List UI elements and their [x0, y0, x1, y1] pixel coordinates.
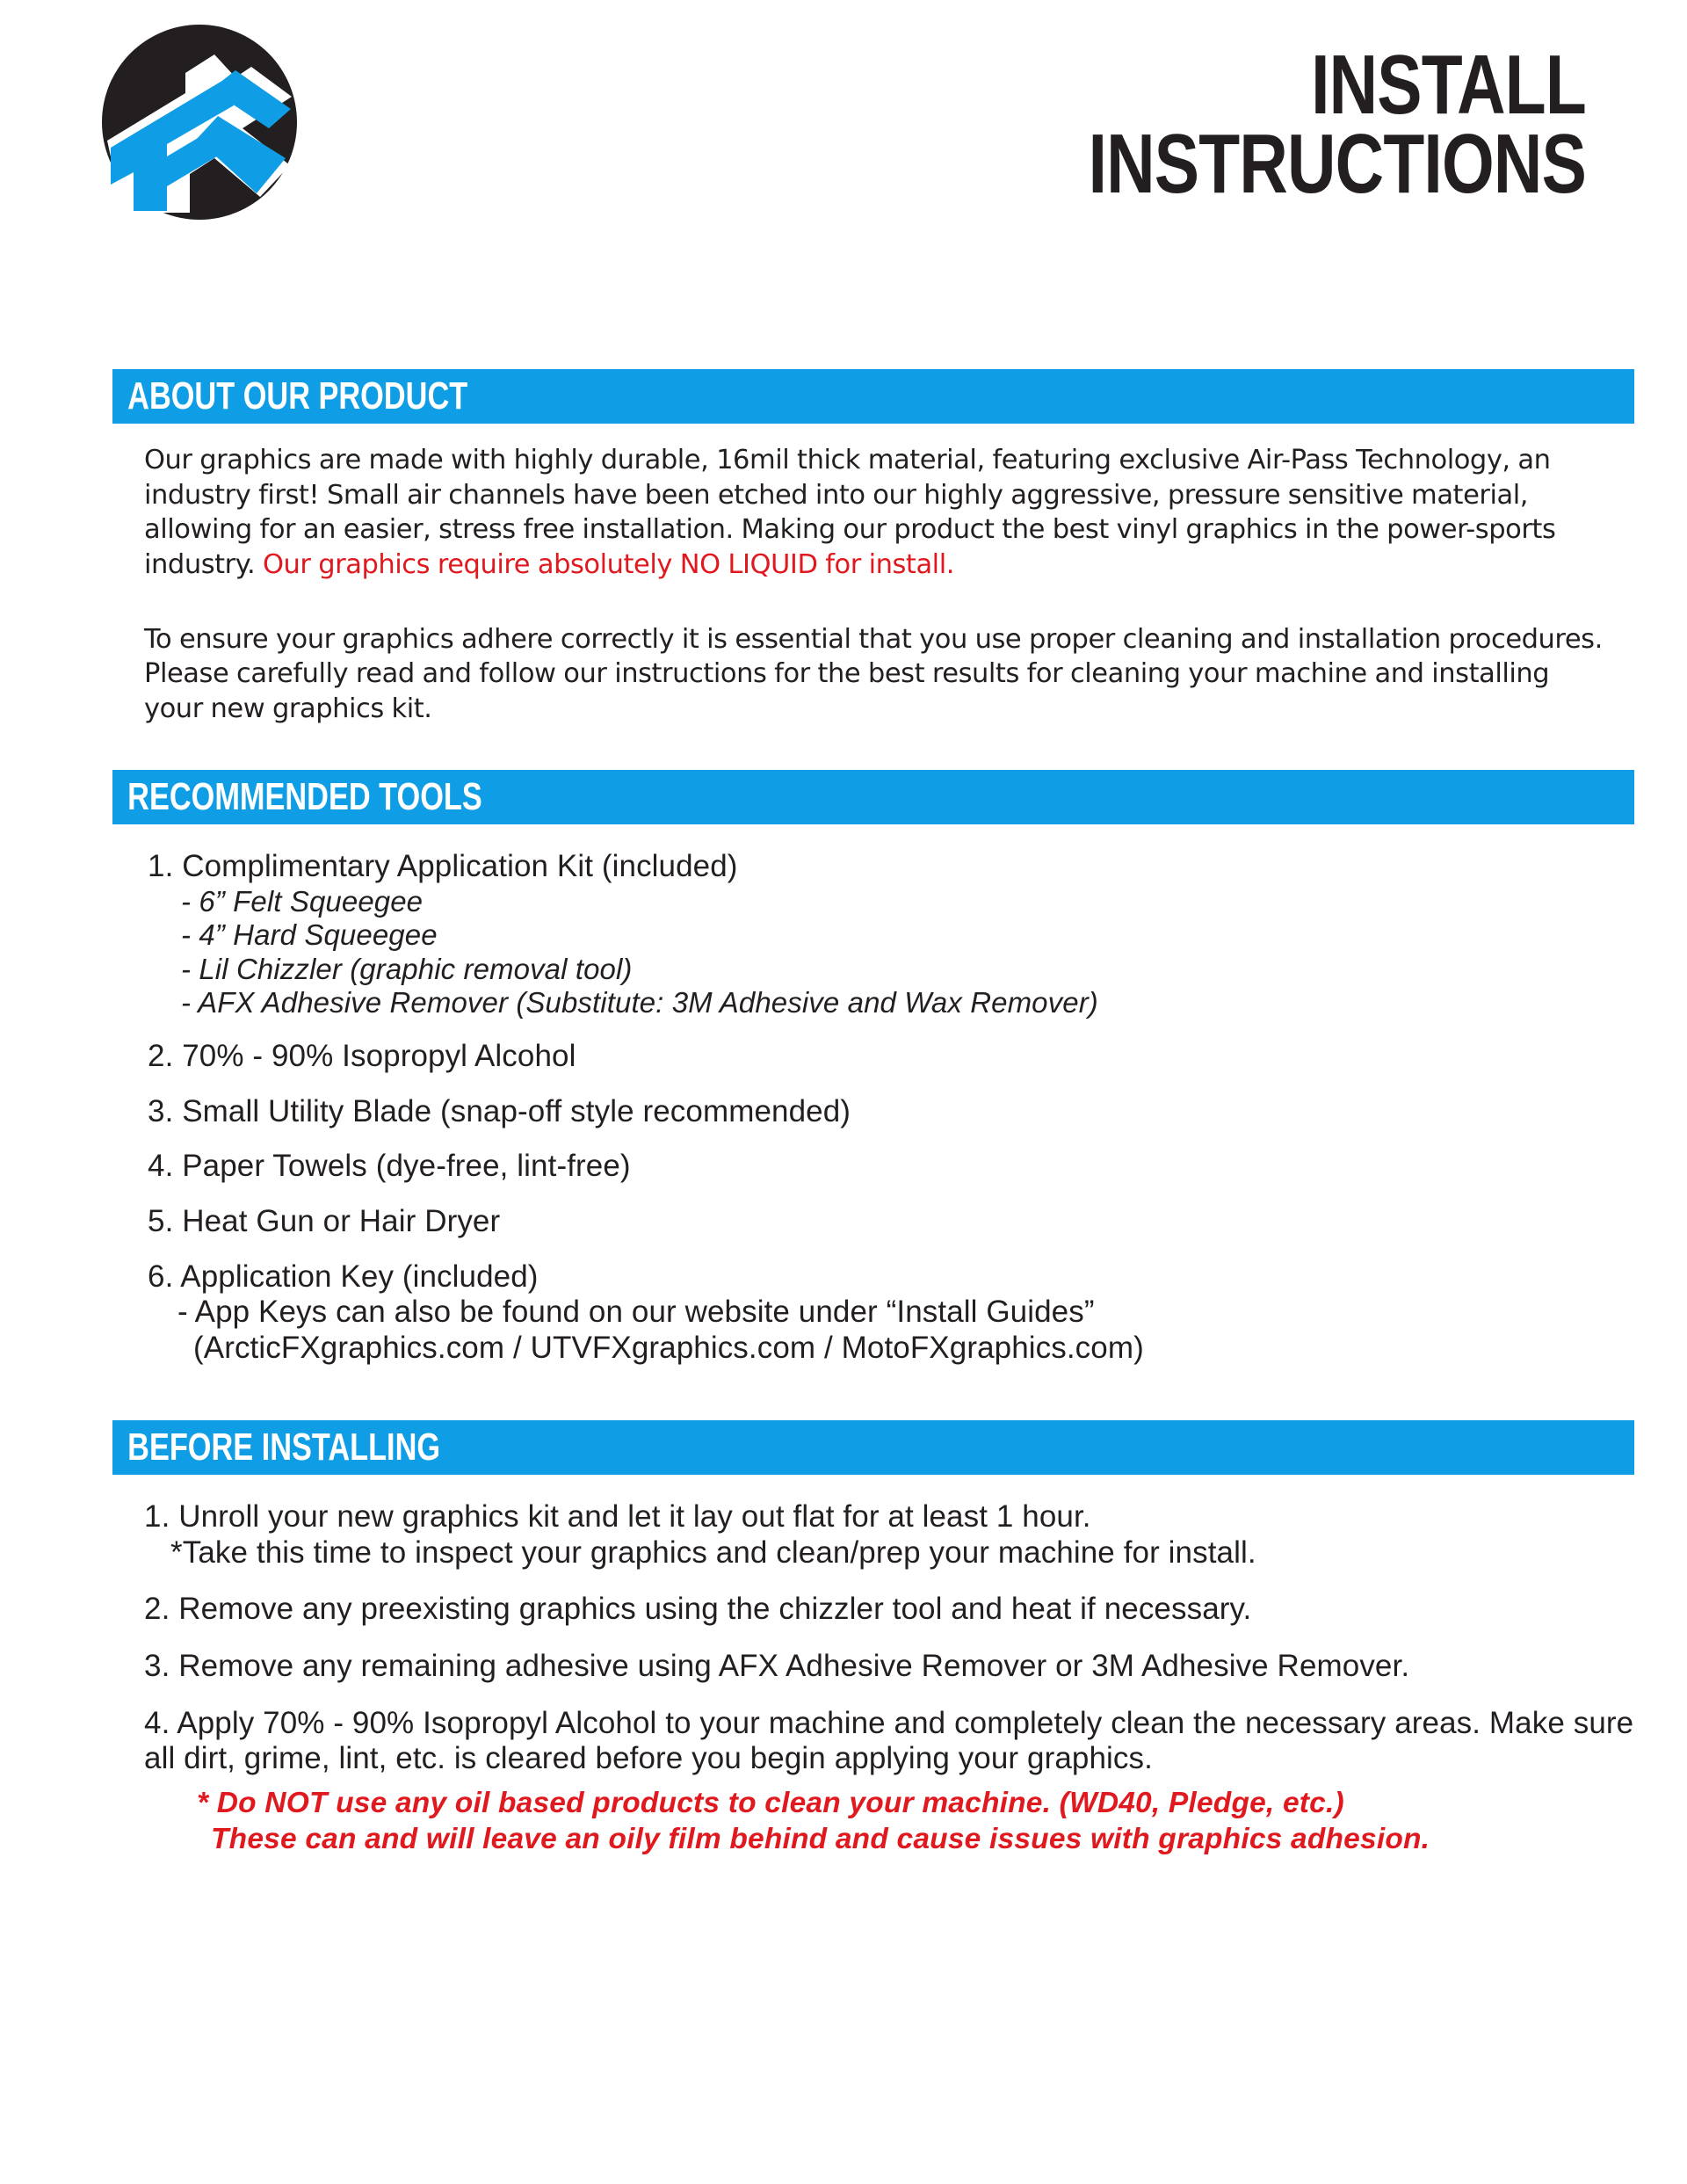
list-item: (ArcticFXgraphics.com / UTVFXgraphics.com / MotoFXgraphics.com)	[193, 1330, 1144, 1365]
section-recommended-tools	[0, 770, 1687, 1366]
list-item: 3. Small Utility Blade (snap-off style recommended)	[148, 1093, 851, 1128]
section-heading-tools: RECOMMENDED TOOLS	[127, 775, 482, 819]
about-paragraph-1-black: Our graphics are made with highly durable, 16mil thick material, featuring exclusive Air-Pass Technology, an industry first! Small air channels have been etched into our highly aggressive, pressure sensitive material, allowing for an easier, stress free installation. Making our product the best vinyl graphics in the power-sports industry.	[144, 445, 1556, 580]
about-body	[144, 443, 1604, 726]
list-item: - 6” Felt Squeegee	[181, 885, 424, 918]
list-item: 2. Remove any preexisting graphics using the chizzler tool and heat if necessary.	[144, 1592, 1252, 1627]
list-item: 1. Complimentary Application Kit (included)	[148, 849, 738, 884]
warning-line-1: * Do NOT use any oil based products to clean your machine. (WD40, Pledge, etc.)	[197, 1786, 1344, 1819]
list-item: - Lil Chizzler (graphic removal tool)	[181, 952, 633, 985]
list-item: - 4” Hard Squeegee	[181, 918, 438, 952]
section-before-installing	[0, 1420, 1687, 1857]
page-header	[0, 0, 1687, 369]
list-item: 4. Apply 70% - 90% Isopropyl Alcohol to your machine and completely clean the necessary areas. Make sure all dirt, grime, lint, etc. is cleared before you begin applying your graphics.	[144, 1705, 1643, 1776]
page-title	[964, 38, 1586, 212]
list-item-note: *Take this time to inspect your graphics and clean/prep your machine for install.	[170, 1535, 1256, 1570]
about-paragraph-1	[144, 443, 1604, 583]
section-about-our-product	[0, 369, 1687, 726]
section-header-bar-about	[112, 369, 1634, 424]
page-title-line-1: INSTALL	[1311, 38, 1586, 132]
list-item: 3. Remove any remaining adhesive using AFX Adhesive Remover or 3M Adhesive Remover.	[144, 1649, 1410, 1684]
list-item: 4. Paper Towels (dye-free, lint-free)	[148, 1149, 631, 1184]
list-item: - AFX Adhesive Remover (Substitute: 3M Adhesive and Wax Remover)	[181, 985, 1098, 1019]
section-header-bar-before	[112, 1420, 1634, 1475]
list-item: 6. Application Key (included)	[148, 1259, 539, 1294]
list-item: 1. Unroll your new graphics kit and let it lay out flat for at least 1 hour.	[144, 1499, 1091, 1535]
about-paragraph-2: To ensure your graphics adhere correctly it is essential that you use proper cleaning and installation procedures. Please carefully read and follow our instructions for the best results for cleaning your machine and installing your new graphics kit.	[144, 623, 1603, 724]
about-paragraph-1-red: Our graphics require absolutely NO LIQUID for install.	[262, 548, 954, 580]
before-installing-list	[144, 1499, 1643, 1857]
section-heading-before: BEFORE INSTALLING	[127, 1426, 441, 1469]
list-item: 2. 70% - 90% Isopropyl Alcohol	[148, 1039, 576, 1074]
afx-fx-logo	[102, 25, 297, 220]
section-heading-about: ABOUT OUR PRODUCT	[127, 374, 468, 417]
tools-list	[148, 849, 1634, 1366]
warning-line-2: These can and will leave an oily film behind and cause issues with graphics adhesion.	[211, 1822, 1430, 1855]
page-title-line-2: INSTRUCTIONS	[1088, 117, 1586, 212]
list-item: 5. Heat Gun or Hair Dryer	[148, 1203, 501, 1238]
list-item: - App Keys can also be found on our website under “Install Guides”	[177, 1295, 1095, 1330]
section-header-bar-tools	[112, 770, 1634, 824]
